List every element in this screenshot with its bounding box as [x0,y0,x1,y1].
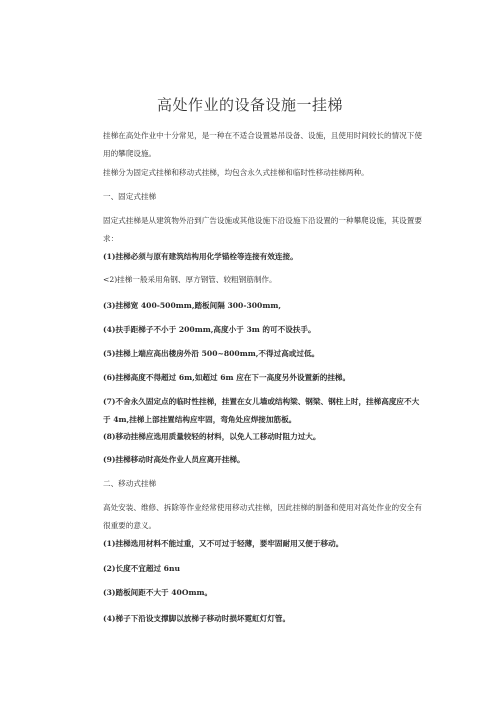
list-item-fixed-3: (3)挂梯宽 400-500mm,踏板间隔 300-300mm, [103,301,282,310]
document-title: 高处作业的设备设施一挂梯 [156,96,343,114]
list-item-mobile-4: (4)梯子下沿设支撑脚以放梯子移动时损坏霓虹灯灯管。 [103,614,291,623]
paragraph-intro: 挂梯在高处作业中十分常见，是一种在不适合设置悬吊设备、设施，且使用时间较长的情况下使用的攀爬设施。 [103,131,422,158]
list-item-fixed-1: (1)挂梯必须与原有建筑结构用化学锚栓等连接有效连接。 [103,252,298,261]
list-item-fixed-8: (8)移动挂梯应选用质量较轻的材料，以免人工移动时阻力过大。 [103,432,321,441]
list-item-fixed-7: (7)不舍永久固定点的临时性挂梯，挂置在女儿墙或结构梁、钢梁、钢柱上时，挂梯高度应不大于 4m,挂梯上部挂置结构应牢固，弯角处应焊接加筋板。 [103,397,420,424]
list-item-fixed-9: (9)挂梯移动时高处作业人员应离开挂梯。 [103,455,245,464]
paragraph-fixed-intro: 固定式挂梯是从建筑物外沿到广告设施或其他设施下沿设施下沿设置的一种攀爬设施，其设置要求： [103,216,422,243]
list-item-mobile-2: (2)长度不宜超过 6nu [103,564,181,573]
list-item-fixed-2: <2)挂梯一般采用角钢、厚方钢管、较粗钢筋制作。 [103,275,277,284]
paragraph-types: 挂梯分为固定式挂梯和移动式挂梯，均包含永久式挂梯和临时性移动挂梯两种。 [103,168,369,177]
paragraph-mobile-intro: 高处安装、维修、拆除等作业经常使用移动式挂梯，因此挂梯的制备和使用对高处作业的安全有很重要的意义。 [103,503,422,530]
list-item-mobile-1: (1)挂梯选用材料不能过重，又不可过于轻薄，要牢固耐用又便于移动。 [103,539,344,548]
section-heading-mobile: 二、移动式挂梯 [103,479,157,488]
section-heading-fixed: 一、固定式挂梯 [103,192,157,201]
list-item-mobile-3: (3)踏板间距不大于 40Omm。 [103,588,213,597]
list-item-fixed-5: (5)挂梯上端应高出楼房外沿 500~800mm,不得过高或过低。 [103,349,320,358]
list-item-fixed-6: (6)挂梯高度不得超过 6m,如超过 6m 应在下一高度另外设置新的挂梯。 [103,373,351,382]
list-item-fixed-4: (4)扶手距梯子不小于 200mm,高度小于 3m 的可不设扶手。 [103,325,316,334]
